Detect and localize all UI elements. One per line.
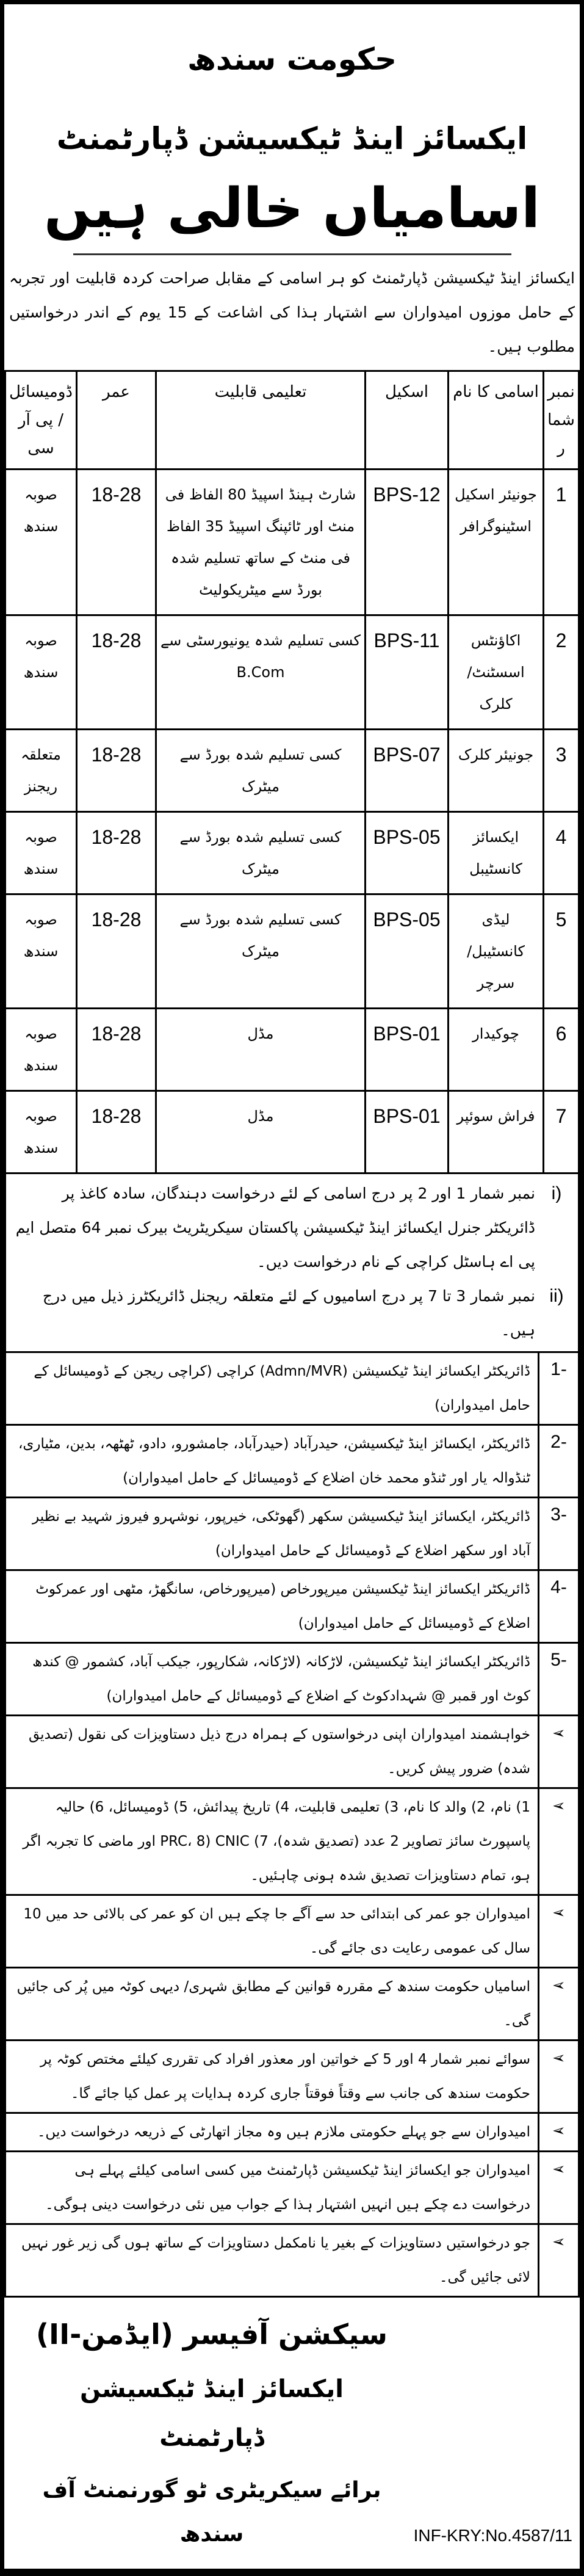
director-text: ڈائریکٹر ایکسائز اینڈ ٹیکسیشن (Admn/MVR) کراچی (کراچی ریجن کے ڈومیسائل کے حامل امیدواران) bbox=[34, 1363, 530, 1413]
condition-text: امیدواران جو عمر کی ابتدائی حد سے آگے جا چکے ہیں ان کو عمر کی بالائی حد میں 10 سال کی عمومی رعایت دی جائے گی۔ bbox=[23, 1906, 530, 1956]
table-row bbox=[6, 470, 578, 616]
table-header bbox=[6, 372, 578, 470]
government-title: حکومت سندھ bbox=[187, 42, 397, 77]
condition-row bbox=[6, 2152, 578, 2225]
col-header-post: اسامی کا نام bbox=[447, 372, 543, 468]
cell-domicile: صوبہ سندھ bbox=[23, 1025, 59, 1074]
table-body bbox=[6, 470, 578, 1172]
cell-scale: BPS-11 bbox=[364, 616, 447, 728]
cell-post: لیڈی کانسٹیبل/ سرچر bbox=[447, 895, 543, 1007]
signatory-on-behalf: برائے سیکریٹری ٹو گورنمنٹ آف سندھ bbox=[42, 2478, 381, 2547]
bullet-arrow-icon: ➢ bbox=[538, 1789, 578, 1894]
cell-domicile: متعلقہ ریجنز bbox=[21, 746, 61, 795]
condition-row bbox=[6, 2041, 578, 2114]
cell-number: 6 bbox=[543, 1009, 578, 1090]
cell-post: اکاؤنٹس اسسٹنٹ/ کلرک bbox=[447, 616, 543, 728]
bullet-arrow-icon: ➢ bbox=[538, 1716, 578, 1787]
condition-row bbox=[6, 1968, 578, 2041]
table-row bbox=[6, 1092, 578, 1172]
intro-paragraph: ایکسائز اینڈ ٹیکسیشن ڈپارٹمنٹ کو ہر اسامی کے مقابل صراحت کردہ قابلیت اور تجربہ کے حامل موزوں امیدواران سے اشتہار ہذا کی اشاعت کے 15 یوم کے اندر درخواستیں مطلوب ہیں۔ bbox=[9, 269, 575, 355]
bullet-arrow-icon: ➢ bbox=[538, 2114, 578, 2150]
condition-row bbox=[6, 1716, 578, 1789]
cell-scale: BPS-05 bbox=[364, 895, 447, 1007]
director-text: ڈائریکٹر، ایکسائز اینڈ ٹیکسیشن سکھر (گھوٹکی، خیرپور، نوشہرو فیروز شہید بے نظیر آباد اور سکھر اضلاع کے ڈومیسائل کے حامل امیدواران) bbox=[32, 1509, 530, 1559]
cell-domicile: صوبہ سندھ bbox=[23, 486, 59, 535]
cell-age: 18-28 bbox=[76, 730, 155, 811]
cell-qualification: کسی تسلیم شدہ بورڈ سے میٹرک bbox=[155, 813, 364, 893]
cell-qualification: کسی تسلیم شدہ یونیورسٹی سے B.Com bbox=[155, 616, 364, 728]
cell-number: 2 bbox=[543, 616, 578, 728]
director-number: -1 bbox=[538, 1353, 578, 1424]
note-item bbox=[6, 1279, 578, 1348]
directors-and-conditions-table bbox=[4, 1351, 580, 2298]
signatory-title: سیکشن آفیسر (ایڈمن-II) bbox=[36, 2318, 388, 2351]
cell-domicile: صوبہ سندھ bbox=[23, 911, 59, 960]
cell-post: جونیئر کلرک bbox=[447, 730, 543, 811]
condition-row bbox=[6, 2114, 578, 2152]
bullet-arrow-icon: ➢ bbox=[538, 2041, 578, 2112]
condition-text: 1) نام، 2) والد کا نام، 3) تعلیمی قابلیت، 4) تاریخ پیدائش، 5) ڈومیسائل، 6) حالیہ پاسپورٹ سائز تصاویر 2 عدد (تصدیق شدہ)، 7) PRC، 8) CNIC اور ماضی کا تجربہ اگر ہو، تمام دستاویزات تصدیق شدہ ہونی چاہئیں۔ bbox=[23, 1799, 530, 1884]
cell-post: جونیئر اسکیل اسٹینوگرافر bbox=[447, 470, 543, 614]
table-row bbox=[6, 1009, 578, 1092]
condition-text: سوائے نمبر شمار 4 اور 5 کے خواتین اور معذور افراد کی تقرری کیلئے مختص کوٹہ پر حکومت سندھ کی جانب سے وقتاً فوقتاً جاری کردہ ہدایات پر عمل کیا جائے گا۔ bbox=[40, 2052, 530, 2102]
director-number: -5 bbox=[538, 1644, 578, 1714]
director-text: ڈائریکٹر ایکسائز اینڈ ٹیکسیشن میرپورخاص (میرپورخاص، سانگھڑ، مٹھی اور عمرکوٹ اضلاع کے ڈومیسائل کے حامل امیدواران) bbox=[35, 1581, 530, 1631]
director-number: -2 bbox=[538, 1426, 578, 1497]
condition-row bbox=[6, 1789, 578, 1896]
condition-text: امیدواران سے جو پہلے حکومتی ملازم ہیں وہ مجاز اتھارٹی کے ذریعہ درخواست دیں۔ bbox=[37, 2124, 530, 2140]
cell-qualification: مڈل bbox=[155, 1009, 364, 1090]
condition-text: جو درخواستیں دستاویزات کے بغیر یا نامکمل دستاویزات کے ساتھ ہوں گی زیر غور نہیں لائی جائیں گی۔ bbox=[21, 2235, 530, 2285]
cell-number: 3 bbox=[543, 730, 578, 811]
cell-domicile: صوبہ سندھ bbox=[23, 829, 59, 877]
note-label: (i bbox=[551, 1183, 562, 1203]
cell-number: 7 bbox=[543, 1092, 578, 1172]
cell-number: 4 bbox=[543, 813, 578, 893]
table-row bbox=[6, 813, 578, 895]
cell-qualification: مڈل bbox=[155, 1092, 364, 1172]
footer bbox=[4, 2310, 580, 2556]
regional-director-row bbox=[6, 1498, 578, 1571]
col-header-age: عمر bbox=[76, 372, 155, 468]
cell-scale: BPS-07 bbox=[364, 730, 447, 811]
cell-post: فراش سوئپر bbox=[447, 1092, 543, 1172]
cell-domicile: صوبہ سندھ bbox=[23, 1108, 59, 1156]
reference-number: INF-KRY:No.4587/11 bbox=[413, 2526, 572, 2545]
cell-age: 18-28 bbox=[76, 1009, 155, 1090]
table-row bbox=[6, 616, 578, 730]
cell-qualification: کسی تسلیم شدہ بورڈ سے میٹرک bbox=[155, 895, 364, 1007]
note-text: نمبر شمار 3 تا 7 پر درج اسامیوں کے لئے متعلقہ ریجنل ڈائریکٹرز ذیل میں درج ہیں۔ bbox=[42, 1287, 535, 1339]
cell-age: 18-28 bbox=[76, 470, 155, 614]
cell-qualification: شارٹ ہینڈ اسپیڈ 80 الفاظ فی منٹ اور ٹائپنگ اسپیڈ 35 الفاظ فی منٹ کے ساتھ تسلیم شدہ بورڈ سے میٹریکولیٹ bbox=[155, 470, 364, 614]
director-text: ڈائریکٹر ایکسائز اینڈ ٹیکسیشن، لاڑکانہ (لاڑکانہ، شکارپور، جیکب آباد، کشمور @ کندھ کوٹ اور قمبر @ شہدادکوٹ کے اضلاع کے ڈومیسائل کے حامل امیدواران) bbox=[32, 1654, 530, 1704]
condition-text: امیدواران جو ایکسائز اینڈ ٹیکسیشن ڈپارٹمنٹ میں کسی اسامی کیلئے پہلے ہی درخواست دے چکے ہیں انہیں اشتہار ہذا کے جواب میں نئی درخواست دینی ہوگی۔ bbox=[45, 2163, 530, 2213]
table-row bbox=[6, 895, 578, 1009]
director-text: ڈائریکٹر، ایکسائز اینڈ ٹیکسیشن، حیدرآباد (حیدرآباد، جامشورو، دادو، ٹھٹھہ، بدین، مٹیاری، ٹنڈوالہ یار اور ٹنڈو محمد خان اضلاع کے ڈومیسائل کے حامل امیدواران) bbox=[18, 1436, 530, 1486]
condition-row bbox=[6, 1896, 578, 1968]
bullet-arrow-icon: ➢ bbox=[538, 2152, 578, 2223]
signature-block bbox=[29, 2310, 395, 2556]
cell-number: 5 bbox=[543, 895, 578, 1007]
cell-number: 1 bbox=[543, 470, 578, 614]
director-number: -3 bbox=[538, 1498, 578, 1569]
cell-age: 18-28 bbox=[76, 895, 155, 1007]
cell-scale: BPS-01 bbox=[364, 1009, 447, 1090]
cell-scale: BPS-05 bbox=[364, 813, 447, 893]
director-number: -4 bbox=[538, 1571, 578, 1642]
condition-text: اسامیاں حکومت سندھ کے مقررہ قوانین کے مطابق شہری/ دیہی کوٹہ میں پُر کی جائیں گی۔ bbox=[16, 1979, 530, 2029]
cell-post: ایکسائز کانسٹیبل bbox=[447, 813, 543, 893]
regional-director-row bbox=[6, 1353, 578, 1426]
vacancies-table bbox=[4, 370, 580, 1174]
cell-age: 18-28 bbox=[76, 813, 155, 893]
regional-director-row bbox=[6, 1644, 578, 1716]
table-row bbox=[6, 730, 578, 813]
cell-age: 18-28 bbox=[76, 1092, 155, 1172]
cell-scale: BPS-01 bbox=[364, 1092, 447, 1172]
cell-domicile: صوبہ سندھ bbox=[23, 632, 59, 681]
condition-text: خواہشمند امیدواران اپنی درخواستوں کے ہمراہ درج ذیل دستاویزات کی نقول (تصدیق شدہ) ضرور پیش کریں۔ bbox=[29, 1727, 530, 1777]
vacancies-headline: اسامیاں خالی ہیں bbox=[44, 176, 540, 241]
signatory-department: ایکسائز اینڈ ٹیکسیشن ڈپارٹمنٹ bbox=[80, 2375, 344, 2452]
regional-director-row bbox=[6, 1426, 578, 1498]
cell-age: 18-28 bbox=[76, 616, 155, 728]
bullet-arrow-icon: ➢ bbox=[538, 2225, 578, 2296]
bullet-arrow-icon: ➢ bbox=[538, 1968, 578, 2039]
bullet-arrow-icon: ➢ bbox=[538, 1896, 578, 1967]
application-notes bbox=[4, 1174, 580, 1351]
col-header-scale: اسکیل bbox=[364, 372, 447, 468]
regional-director-row bbox=[6, 1571, 578, 1644]
col-header-domicile: ڈومیسائل/ پی آر سی bbox=[9, 383, 73, 457]
note-label: (ii bbox=[549, 1286, 564, 1306]
col-header-qualification: تعلیمی قابلیت bbox=[155, 372, 364, 468]
divider bbox=[73, 253, 511, 255]
col-header-number: نمبر شمار bbox=[543, 372, 578, 468]
condition-row bbox=[6, 2225, 578, 2296]
note-text: نمبر شمار 1 اور 2 پر درج اسامی کے لئے درخواست دہندگان، سادہ کاغذ پر ڈائریکٹر جنرل ایکسائز اینڈ ٹیکسیشن پاکستان سیکریٹریٹ بیرک نمبر 64 متصل ایم پی اے ہاسٹل کراچی کے نام درخواست دیں۔ bbox=[15, 1185, 535, 1271]
cell-scale: BPS-12 bbox=[364, 470, 447, 614]
cell-post: چوکیدار bbox=[447, 1009, 543, 1090]
department-title: ایکسائز اینڈ ٹیکسیشن ڈپارٹمنٹ bbox=[56, 121, 528, 156]
cell-qualification: کسی تسلیم شدہ بورڈ سے میٹرک bbox=[155, 730, 364, 811]
note-item bbox=[6, 1177, 578, 1279]
